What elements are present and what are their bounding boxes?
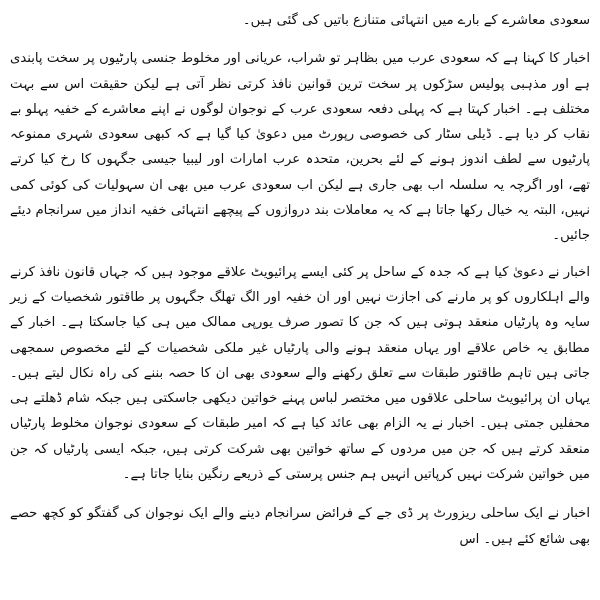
- article-paragraph-3: اخبار نے ایک ساحلی ریزورٹ پر ڈی جے کے فرائض سرانجام دینے والے ایک نوجوان کی گفتگو کو کچھ حصے بھی شائع کئے ہیں۔ اس: [10, 506, 590, 547]
- article-paragraph-1: اخبار کا کہنا ہے کہ سعودی عرب میں بظاہر تو شراب، عریانی اور مخلوط جنسی پارٹیوں پر سخت پابندی ہے اور مذہبی پولیس سڑکوں پر سخت ترین قوانین نافذ کرتی نظر آتی ہے لیکن حقیقت اس سے بہت مختلف ہے۔ اخبار کہتا ہے کہ پہلی دفعہ سعودی عرب کے نوجوان لوگوں نے اپنے معاشرے کے خفیہ پہلو بے نقاب کر دیا ہے۔ ڈیلی سٹار کی خصوصی رپورٹ میں دعویٰ کیا گیا ہے کہ کبھی سعودی شہری ممنوعہ پارٹیوں سے لطف اندوز ہونے کے لئے بحرین، متحدہ عرب امارات اور لیبیا جیسی جگہوں کا رخ کیا کرتے تھے، اور اگرچہ یہ سلسلہ اب بھی جاری ہے لیکن اب سعودی عرب میں بھی ان سہولیات کی کوئی کمی نہیں، البتہ یہ خیال رکھا جاتا ہے کہ یہ معاملات بند دروازوں کے پیچھے انتہائی خفیہ انداز میں سرانجام دیئے جائیں۔: [10, 51, 590, 244]
- article-paragraph-2: اخبار نے دعویٰ کیا ہے کہ جدہ کے ساحل پر کئی ایسے پرائیویٹ علاقے موجود ہیں کہ جہاں قانون نافذ کرنے والے اہلکاروں کو پر مارنے کی اجازت نہیں اور ان خفیہ اور الگ تھلگ جگہوں پر طاقتور شخصیات کے زیر سایہ وہ پارٹیاں منعقد ہوتی ہیں کہ جن کا تصور صرف یورپی ممالک میں ہی کیا جاسکتا ہے۔ اخبار کے مطابق یہ خاص علاقے اور یہاں منعقد ہونے والی پارٹیاں غیر ملکی شخصیات کے لئے مخصوص سمجھی جاتی ہیں تاہم طاقتور طبقات سے تعلق رکھنے والے سعودی بھی ان کا حصہ بننے کی راہ نکال لیتے ہیں۔ یہاں ان پرائیویٹ ساحلی علاقوں میں مختصر لباس پہنے خواتین دیکھی جاسکتی ہیں جبکہ شام ڈھلتے ہی محفلیں جمتی ہیں۔ اخبار نے یہ الزام بھی عائد کیا ہے کہ امیر طبقات کے سعودی نوجوان مخلوط پارٹیاں منعقد کرتے ہیں کہ جن میں مردوں کے ساتھ خواتین بھی شرکت کرتی ہیں، جبکہ ایسی پارٹیاں کہ جن میں خواتین شرکت نہیں کرپاتیں انہیں ہم جنس پرستی کے ذریعے رنگین بنایا جاتا ہے۔: [10, 264, 590, 483]
- article-intro: سعودی معاشرے کے بارے میں انتہائی متنازع باتیں کی گئی ہیں۔: [242, 13, 590, 28]
